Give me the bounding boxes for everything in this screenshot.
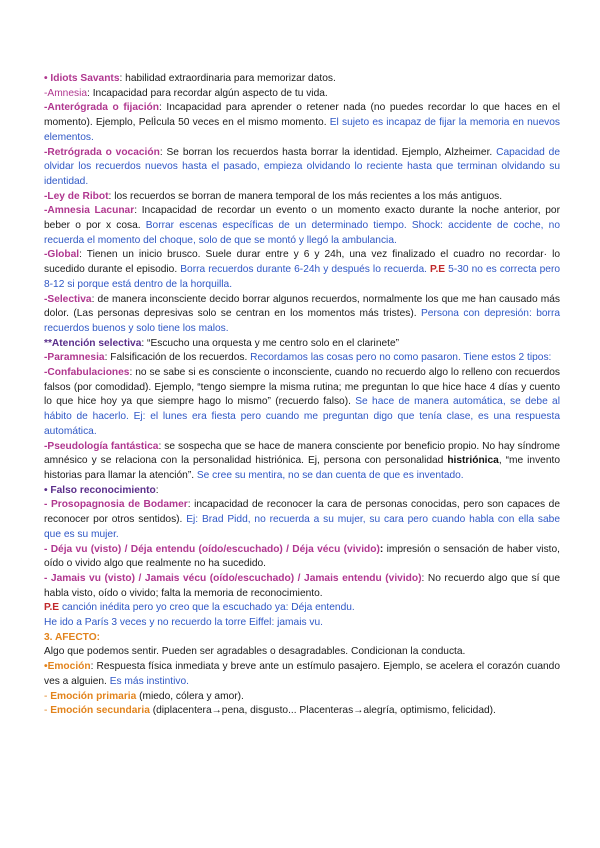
note-text-2: 5-30 no es correcta pero 8-12 si porque está dentro de la horquilla. (44, 264, 561, 290)
note-text: Capacidad de olvidar los recuerdos nuevos hasta el pasado, empieza olvidando lo reciente hasta que terminan olvidando su identidad. (44, 146, 560, 187)
definition-text: : Incapacidad de recordar un evento o un momento exacto durante la noche anterior, por beber o por x cosa. (44, 205, 560, 232)
definition-text: : Falsificación de los recuerdos. (104, 352, 251, 364)
paragraph-jamais-vu (44, 572, 560, 601)
paragraph-afecto-intro (44, 645, 560, 660)
pe-label: P.E (44, 602, 60, 614)
definition-text: : Tienen un inicio brusco. Suele durar entre y 6 y 24h, una vez finalizado el cuadro no recordar· lo sucedido durante el episodio. (44, 249, 560, 276)
term-label: -Amnesia Lacunar (44, 205, 135, 217)
paragraph-ley-ribot (44, 190, 560, 205)
note-text: He ido a París 3 veces y no recuerdo la torre Eiffel: jamais vu. (44, 617, 323, 629)
paragraph-retrograda (44, 146, 560, 190)
definition-text: : habilidad extraordinaria para memorizar datos. (119, 73, 336, 84)
term-label: -Anterógrada o fijación (44, 102, 159, 114)
paragraph-emocion-primaria (44, 690, 560, 705)
colon-text: : (379, 543, 384, 555)
paragraph-anterograda (44, 101, 560, 145)
paragraph-falso-reconocimiento (44, 484, 560, 499)
paragraph-amnesia (44, 87, 560, 102)
definition-text: Algo que podemos sentir. Pueden ser agradables o desagradables. Condicionan la conducta. (44, 646, 466, 658)
term-label: -Ley de Ribot (44, 190, 109, 202)
paragraph-pe-example (44, 601, 560, 616)
note-text: Borrar escenas específicas de un determinado tiempo. Shock: accidente de coche, no recuerda el momento del choque, solo de que se montó y llegó la ambulancia. (44, 220, 560, 246)
definition-text-2: , “me invento historias para llamar la atención”. (44, 455, 560, 481)
definition-text: : Incapacidad para aprender o retener nada (no puedes recordar lo que haces en el momento). Ejemplo, PelÌcula 50 veces en el mismo momento. (44, 102, 560, 129)
note-text: canción inédita pero yo creo que la escuchado ya: Déja entendu. (59, 602, 355, 614)
term-label: Emoción primaria (50, 690, 137, 702)
paragraph-paris-example (44, 616, 560, 631)
document-body (44, 72, 560, 719)
paragraph-atencion-selectiva (44, 337, 560, 352)
paragraph-confabulaciones (44, 366, 560, 440)
definition-text: impresión o sensación de haber visto, oído o vivido algo que realmente no ha sucedido. (44, 543, 560, 570)
term-label: Falso reconocimiento (50, 484, 156, 496)
paragraph-deja-vu (44, 543, 560, 572)
paragraph-global (44, 248, 560, 292)
note-text: Es más instintivo. (109, 675, 189, 687)
term-label: Idiots Savants (50, 73, 120, 84)
paragraph-selectiva (44, 293, 560, 337)
note-text: Persona con depresión: borra recuerdos buenos y solo tiene los malos. (44, 308, 560, 334)
pe-label: P.E (430, 264, 446, 276)
dash-text: - (44, 705, 51, 717)
note-text: Recordamos las cosas pero no como pasaron. Tiene estos 2 tipos: (250, 352, 552, 364)
paragraph-pseudologia (44, 440, 560, 484)
term-label: -Retrógrada o vocación (44, 146, 160, 158)
definition-text: : Respuesta física inmediata y breve ante un estímulo pasajero. Ejemplo, se acelera el corazón cuando ves a alguien. (44, 661, 560, 687)
dash-text: - (44, 690, 51, 702)
term-label: - Jamais vu (visto) / Jamais vécu (oído/escuchado) / Jamais entendu (vivido) (44, 572, 422, 584)
definition-text: : Incapacidad para recordar algún aspecto de tu vida. (87, 87, 328, 99)
paragraph-prosopagnosia (44, 498, 560, 542)
term-label: **Atención selectiva (44, 337, 142, 349)
definition-text: (miedo, cólera y amor). (136, 690, 244, 702)
definition-text: : Se borran los recuerdos hasta borrar la identidad. Ejemplo, Alzheimer. (159, 146, 497, 158)
term-label: Emoción (47, 661, 91, 673)
term-label: -Selectiva (44, 293, 92, 305)
section-heading-afecto (44, 631, 560, 646)
definition-text: : los recuerdos se borran de manera temporal de los más recientes a los más antiguos. (108, 190, 503, 202)
paragraph-emocion-secundaria (44, 704, 560, 719)
term-label: -Amnesia (44, 87, 88, 99)
heading-text: 3. AFECTO: (44, 631, 101, 643)
paragraph-amnesia-lacunar (44, 204, 560, 248)
term-label: -Confabulaciones (44, 367, 130, 379)
definition-text: : “Escucho una orquesta y me centro solo en el clarinete” (141, 337, 400, 349)
bullet-icon: • (44, 484, 48, 496)
bullet-icon: • (44, 661, 48, 673)
paragraph-idiots-savants (44, 72, 560, 87)
definition-text: : incapacidad de reconocer la cara de personas conocidas, pero son capaces de reconocer por otros sentidos). (44, 499, 560, 526)
bullet-icon: • (44, 73, 48, 84)
definition-text: : se sospecha que se hace de manera consciente por beneficio propio. No hay síndrome amnésico y se relaciona con la personalidad histriónica. Ej, persona con personalidad (44, 440, 560, 467)
note-text: Se cree su mentira, no se dan cuenta de que es inventado. (196, 469, 464, 481)
term-label: - Prosopagnosia de Bodamer (44, 499, 188, 511)
note-text: Se hace de manera automática, se debe al hábito de hacerlo. Ej: el lunes era fiesta pero cuando me preguntan digo que tenía clase, es una respuesta automática. (44, 396, 560, 437)
term-label: Emoción secundaria (50, 705, 150, 717)
definition-text: : No recuerdo algo que sí que habla visto, oído o vivido; falta la memoria de reconocimiento. (44, 572, 560, 599)
term-label: -Global (44, 249, 80, 261)
definition-text: : (155, 484, 159, 496)
note-text: Ej: Brad Pidd, no recuerda a su mujer, su cara pero cuando habla con ella sabe que es su mujer. (44, 514, 561, 540)
definition-text: : de manera inconsciente decido borrar algunos recuerdos, normalmente los que me han causado más dolor. (Las personas depresivas solo se centran en los momentos más tristes). (44, 293, 560, 320)
term-label: - Déja vu (visto) / Déja entendu (oído/escuchado) / Déja vécu (vivido) (44, 543, 380, 555)
term-label: -Pseudología fantástica (44, 440, 159, 452)
definition-text: : no se sabe si es consciente o inconsciente, cuando no recuerdo algo lo relleno con recuerdos falsos (por comodidad). Ejemplo, “tengo siempre la misma rutina; me preguntan lo que hice hace 4 días y cuento lo que hice hoy ya que siempre hago lo mismo” (recuerdo falso). (44, 367, 560, 408)
bold-text: histriónica (447, 455, 499, 467)
note-text: El sujeto es incapaz de fijar la memoria en nuevos elementos. (44, 117, 560, 143)
paragraph-emocion (44, 660, 560, 689)
note-text: Borra recuerdos durante 6-24h y después lo recuerda. (180, 264, 430, 276)
definition-text: (diplacentera→pena, disgusto... Placenteras→alegría, optimismo, felicidad). (149, 705, 496, 717)
term-label: -Paramnesia (44, 352, 105, 364)
paragraph-paramnesia (44, 351, 560, 366)
